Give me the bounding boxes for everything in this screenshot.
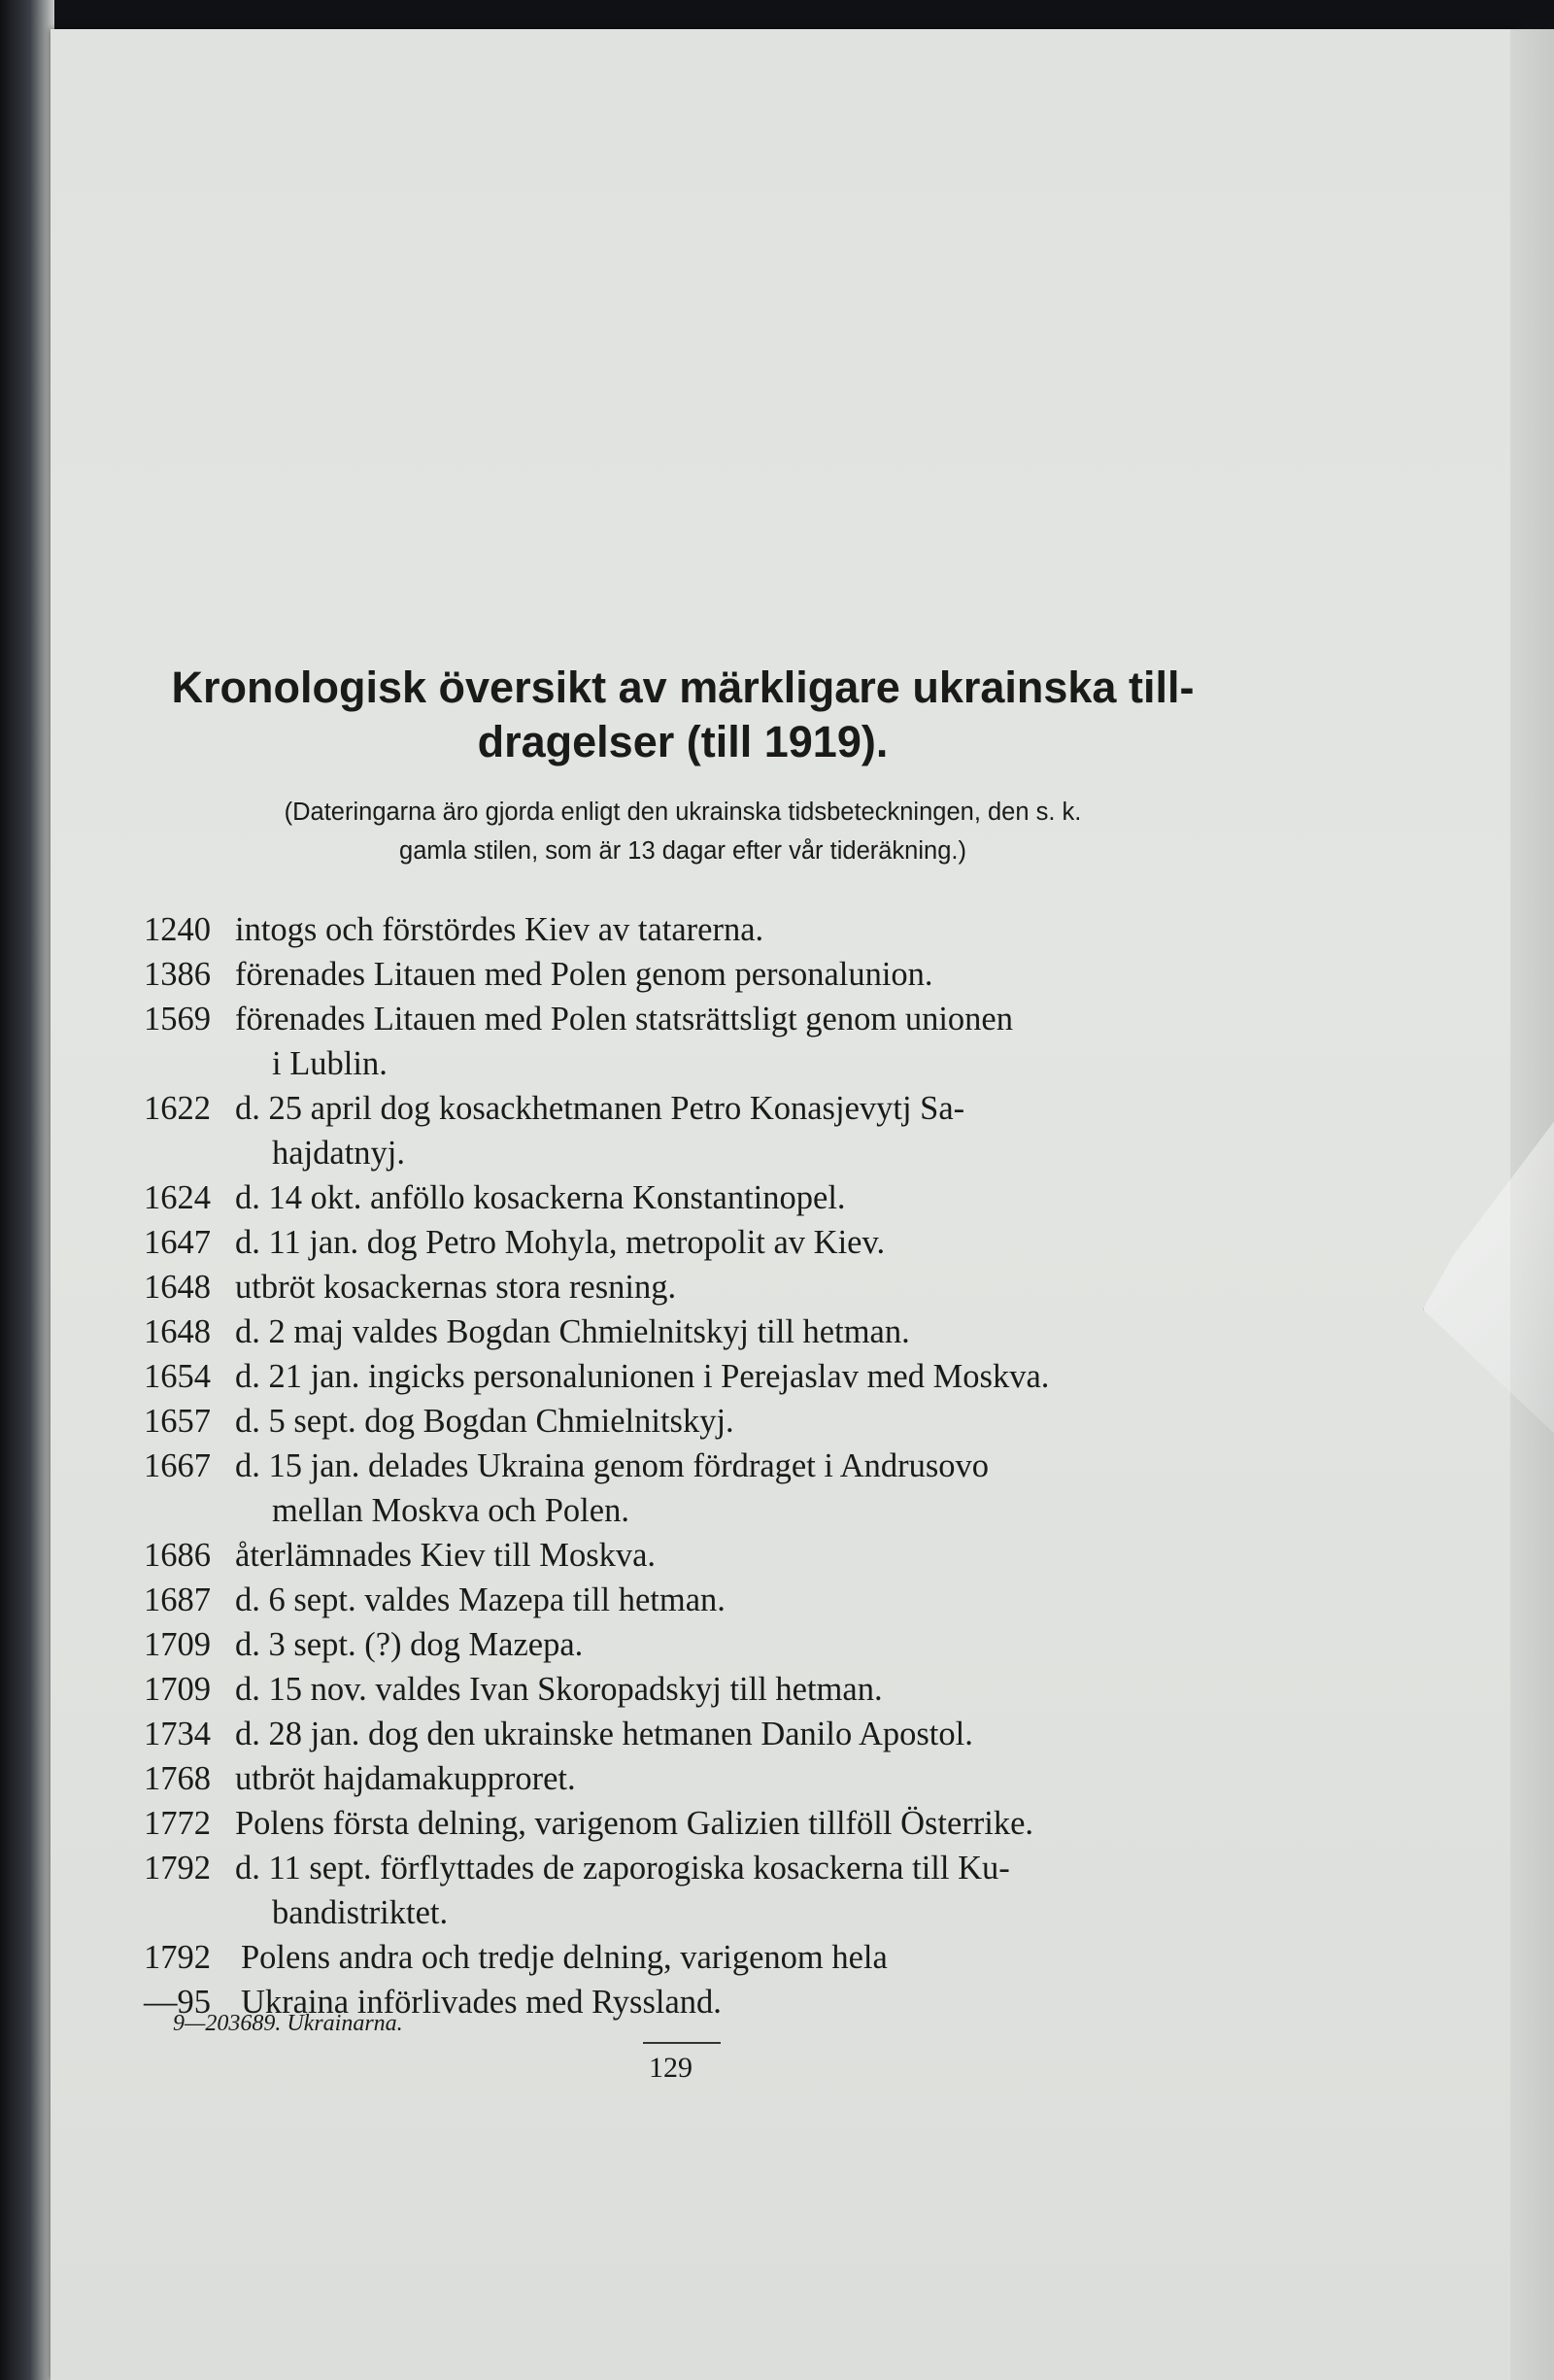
chronology-entry	[144, 1309, 1222, 1354]
chronology-entry	[144, 1444, 1222, 1533]
entry-text: utbröt hajdamakupproret.	[235, 1760, 576, 1797]
entry-text: d. 5 sept. dog Bogdan Chmielnitskyj.	[235, 1403, 734, 1440]
printer-signature: 9—203689. Ukrainarna.	[173, 2011, 403, 2036]
entry-year: 1654	[144, 1358, 211, 1395]
entry-year: 1240	[144, 911, 211, 948]
chronology-entry	[144, 1712, 1222, 1756]
chronology-entry	[144, 952, 1222, 997]
page-content	[144, 661, 1222, 2024]
entry-year: 1667	[144, 1447, 211, 1484]
entry-description	[235, 1667, 1222, 1712]
entry-text: utbröt kosackernas stora resning.	[235, 1269, 677, 1306]
book-spine-edge	[0, 0, 54, 2380]
entry-text: d. 11 sept. förflyttades de zaporogiska kosackerna till Ku-	[235, 1850, 1010, 1887]
entry-continuation: hajdatnyj.	[272, 1135, 406, 1172]
entry-year: 1792—95	[144, 1939, 211, 2021]
entry-text: återlämnades Kiev till Moskva.	[235, 1537, 657, 1574]
note-line: (Dateringarna äro gjorda enligt den ukrainska tidsbeteckningen, den s. k.	[284, 799, 1082, 826]
entry-year: 1647	[144, 1224, 211, 1261]
chronology-entry	[144, 1578, 1222, 1622]
entry-description	[235, 1622, 1222, 1667]
page-footer	[173, 2011, 1251, 2084]
entry-text: Polens första delning, varigenom Galizien tillföll Österrike.	[235, 1805, 1034, 1842]
entry-description	[235, 997, 1222, 1086]
entry-year: 1772	[144, 1805, 211, 1842]
entry-description	[235, 1801, 1222, 1846]
chronology-list	[144, 907, 1222, 2024]
entry-continuation: Ukraina införlivades med Ryssland.	[241, 1984, 722, 2021]
page-title	[144, 661, 1222, 769]
entry-text: d. 25 april dog kosackhetmanen Petro Konasjevytj Sa-	[235, 1090, 965, 1127]
entry-description	[235, 907, 1222, 952]
entry-text: d. 21 jan. ingicks personalunionen i Perejaslav med Moskva.	[235, 1358, 1050, 1395]
entry-description	[235, 1578, 1222, 1622]
entry-continuation: bandistriktet.	[272, 1894, 449, 1931]
entry-year: 1624	[144, 1179, 211, 1216]
entry-text: d. 11 jan. dog Petro Mohyla, metropolit av Kiev.	[235, 1224, 886, 1261]
chronology-entry	[144, 1622, 1222, 1667]
entry-year: 1709	[144, 1671, 211, 1708]
entry-text: d. 14 okt. anföllo kosackerna Konstantinopel.	[235, 1179, 846, 1216]
chronology-entry	[144, 1667, 1222, 1712]
entry-year: 1648	[144, 1313, 211, 1350]
entry-description	[235, 1309, 1222, 1354]
entry-description	[235, 1354, 1222, 1399]
entry-description	[235, 1533, 1222, 1578]
entry-text: förenades Litauen med Polen genom personalunion.	[235, 956, 933, 993]
chronology-entry	[144, 1220, 1222, 1265]
dating-note	[144, 793, 1222, 870]
entry-year: 1687	[144, 1581, 211, 1618]
entry-description	[235, 1399, 1222, 1444]
chronology-entry	[144, 1846, 1222, 1935]
entry-year: 1734	[144, 1716, 211, 1752]
title-line: Kronologisk översikt av märkligare ukrainska till-	[171, 663, 1195, 712]
chronology-entry	[144, 907, 1222, 952]
chronology-entry	[144, 1756, 1222, 1801]
entry-text: d. 15 nov. valdes Ivan Skoropadskyj till hetman.	[235, 1671, 883, 1708]
entry-year: 1386	[144, 956, 211, 993]
entry-text: d. 6 sept. valdes Mazepa till hetman.	[235, 1581, 726, 1618]
entry-year: 1709	[144, 1626, 211, 1663]
entry-year: 1569	[144, 1001, 211, 1037]
chronology-entry	[144, 1533, 1222, 1578]
entry-continuation: i Lublin.	[272, 1045, 388, 1082]
entry-text: d. 28 jan. dog den ukrainske hetmanen Danilo Apostol.	[235, 1716, 973, 1752]
entry-year: 1657	[144, 1403, 211, 1440]
entry-text: d. 3 sept. (?) dog Mazepa.	[235, 1626, 584, 1663]
chronology-entry	[144, 1265, 1222, 1309]
entry-description	[235, 1086, 1222, 1175]
chronology-entry	[144, 1399, 1222, 1444]
entry-continuation: mellan Moskva och Polen.	[272, 1492, 629, 1529]
entry-year: 1768	[144, 1760, 211, 1797]
entry-description	[235, 1175, 1222, 1220]
entry-description	[235, 1444, 1222, 1533]
chronology-entry	[144, 1175, 1222, 1220]
chronology-entry	[144, 997, 1222, 1086]
scanner-top-border	[0, 0, 1554, 33]
entry-text: d. 15 jan. delades Ukraina genom fördraget i Andrusovo	[235, 1447, 990, 1484]
entry-description	[235, 952, 1222, 997]
page-number: 129	[649, 2052, 693, 2084]
note-line: gamla stilen, som är 13 dagar efter vår tideräkning.)	[399, 837, 966, 865]
chronology-entry	[144, 1086, 1222, 1175]
page-number-rule	[643, 2042, 721, 2044]
chronology-entry	[144, 1801, 1222, 1846]
entry-text: d. 2 maj valdes Bogdan Chmielnitskyj till hetman.	[235, 1313, 910, 1350]
entry-text: förenades Litauen med Polen statsrättsligt genom unionen	[235, 1001, 1013, 1037]
entry-text: Polens andra och tredje delning, varigenom hela	[241, 1939, 888, 1976]
entry-text: intogs och förstördes Kiev av tatarerna.	[235, 911, 764, 948]
entry-year: 1792	[144, 1850, 211, 1887]
entry-description	[235, 1265, 1222, 1309]
entry-description	[235, 1846, 1222, 1935]
entry-description	[235, 1712, 1222, 1756]
entry-year: 1686	[144, 1537, 211, 1574]
entry-description	[235, 1756, 1222, 1801]
entry-description	[235, 1220, 1222, 1265]
title-line: dragelser (till 1919).	[477, 717, 889, 766]
entry-year: 1648	[144, 1269, 211, 1306]
chronology-entry	[144, 1354, 1222, 1399]
entry-year: 1622	[144, 1090, 211, 1127]
